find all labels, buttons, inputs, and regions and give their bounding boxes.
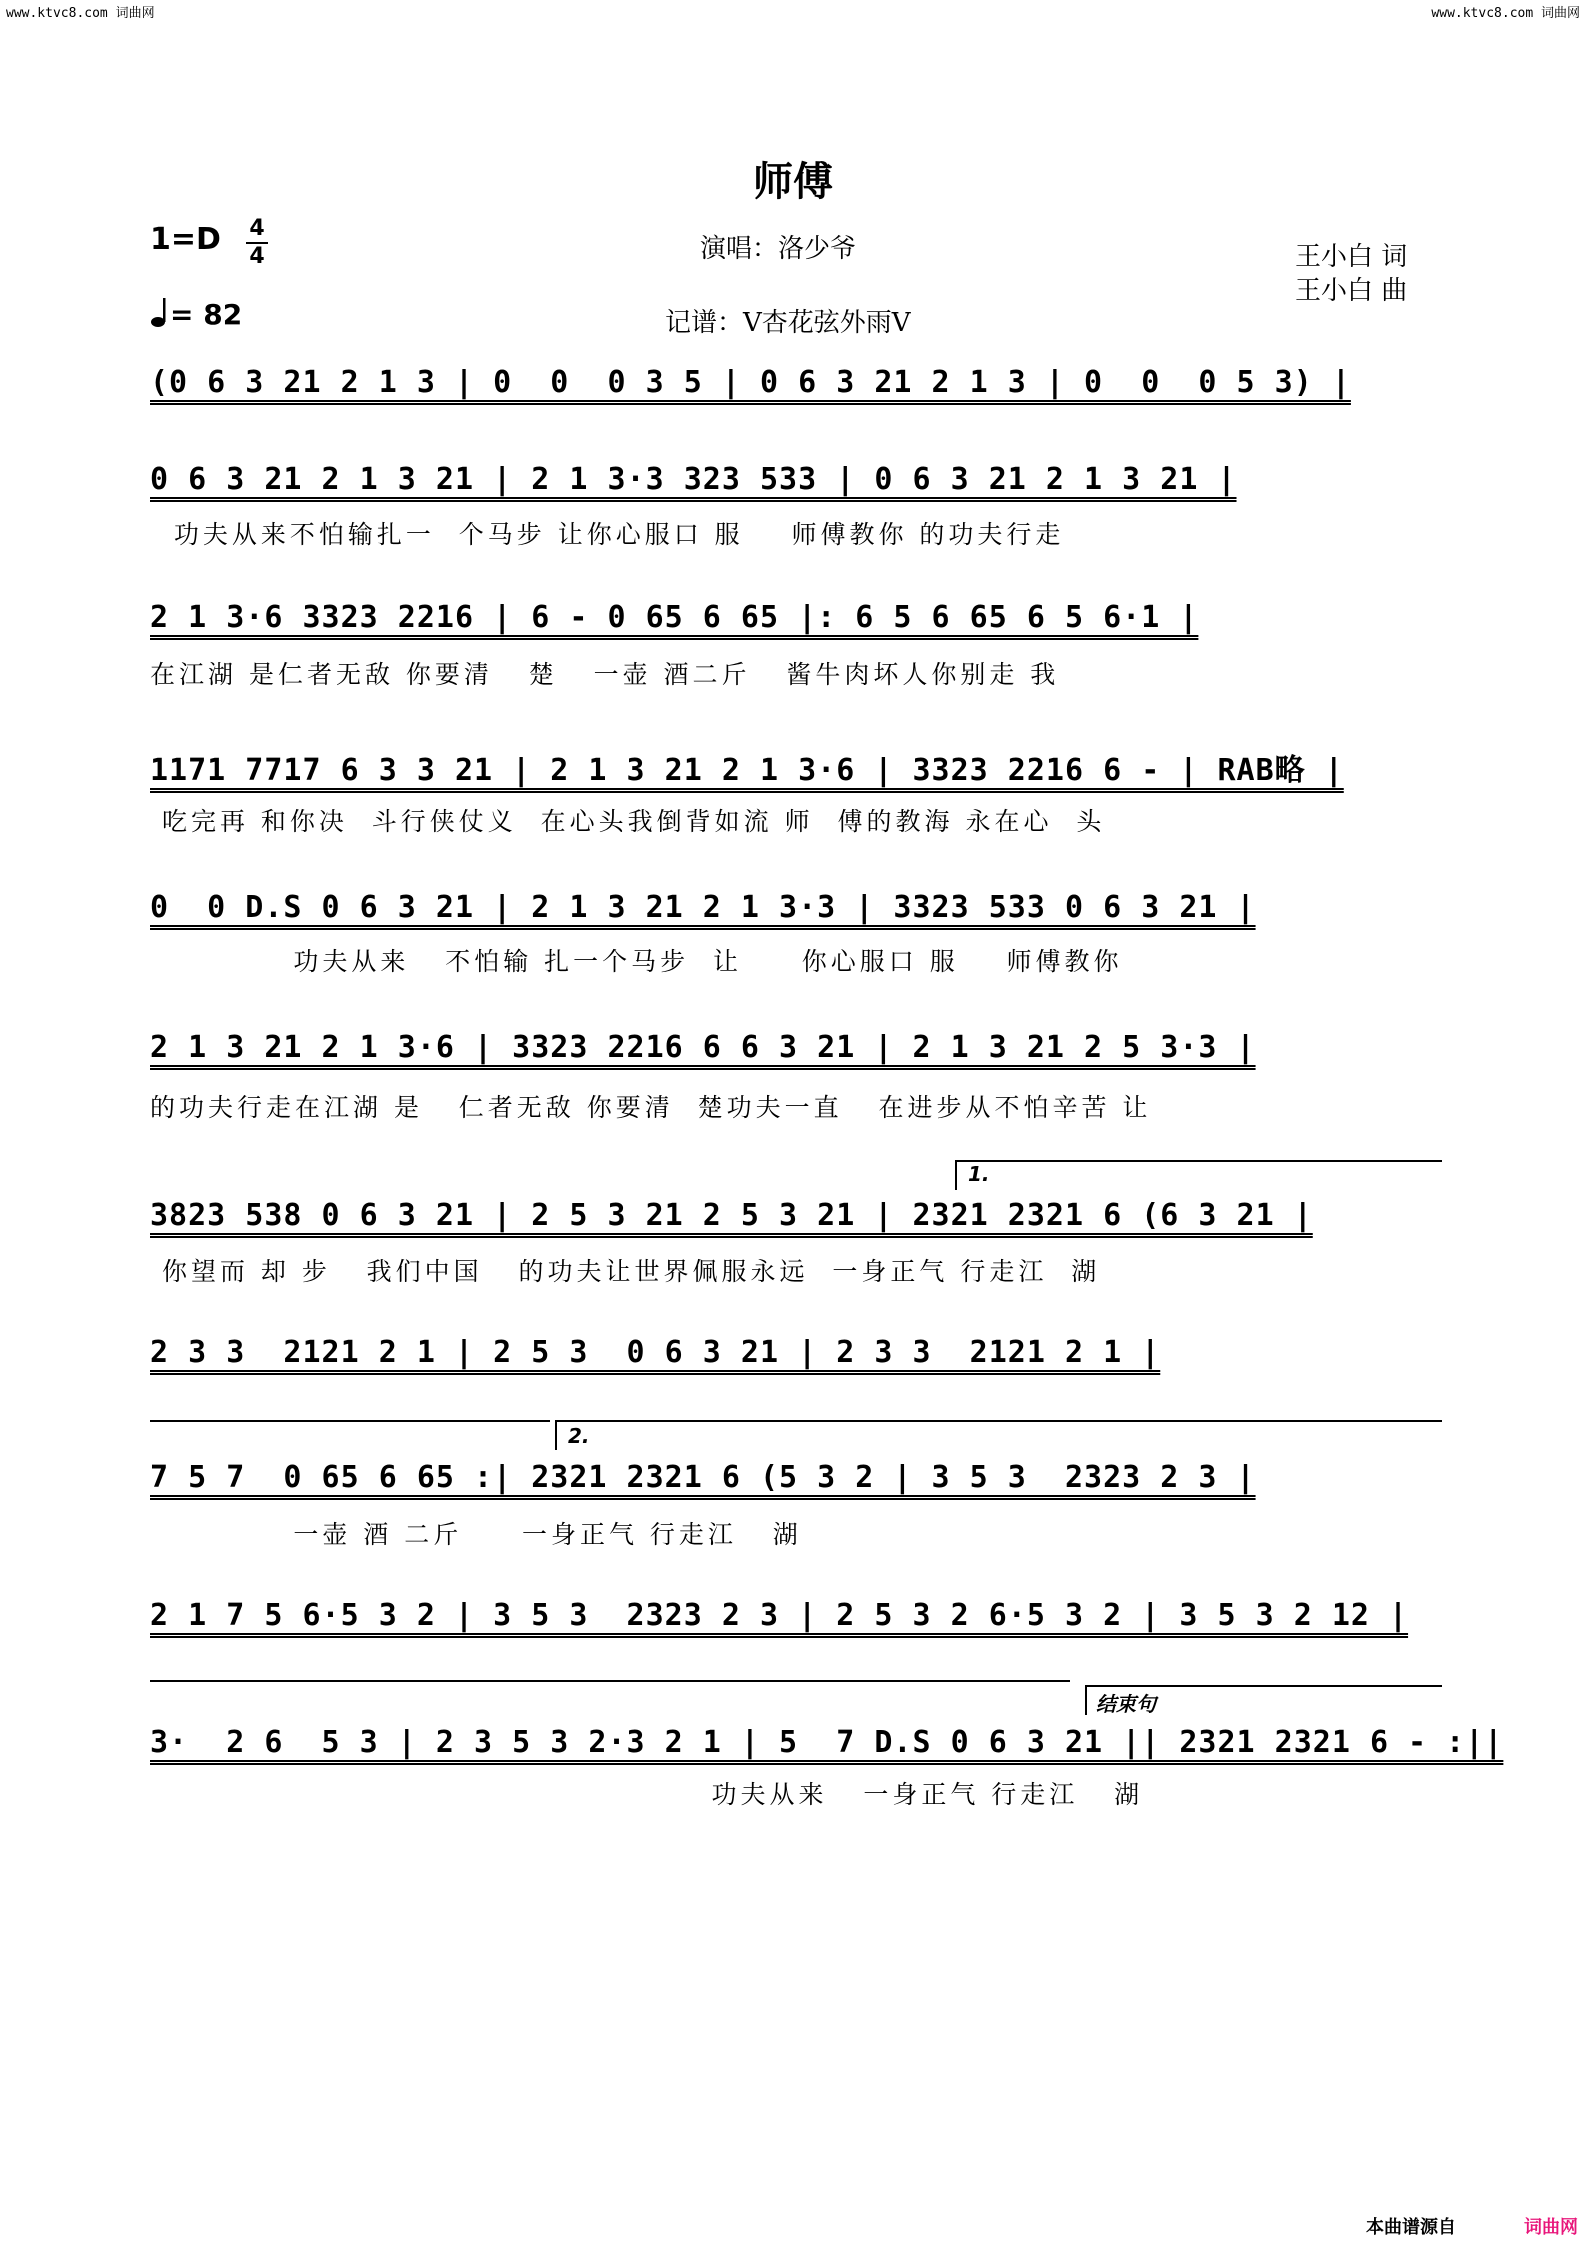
footer-source: 本曲谱源自 xyxy=(1366,2217,1456,2238)
first-ending-bracket xyxy=(955,1160,1442,1190)
watermark-right: www.ktvc8.com 词曲网 xyxy=(1431,6,1580,21)
lyric-row-11: 功夫从来 一身正气 行走江 湖 xyxy=(150,1780,1144,1809)
scribe-credit: 记谱：V杏花弦外雨V xyxy=(665,308,911,338)
first-ending-continuation xyxy=(150,1420,550,1450)
first-ending-label: 1. xyxy=(968,1162,990,1186)
second-ending-continuation xyxy=(150,1680,1070,1710)
lyric-row-9: 一壶 酒 二斤 一身正气 行走江 湖 xyxy=(150,1520,802,1549)
coda-label: 结束句 xyxy=(1096,1692,1156,1716)
tempo-marking xyxy=(150,296,242,331)
lyric-row-4: 吃完再 和你决 斗行侠仗义 在心头我倒背如流 师 傅的教海 永在心 头 xyxy=(150,807,1106,836)
second-ending-bracket xyxy=(555,1420,1442,1450)
notation-row-4: 1171 7717 6 3 3 21 | 2 1 3 21 2 1 3·6 | 3323 2216 6 - | RAB略 | xyxy=(150,753,1344,788)
notation-row-3: 2 1 3·6 3323 2216 | 6 - 0 65 6 65 |: 6 5 6 65 6 5 6·1 | xyxy=(150,600,1199,635)
notation-row-9: 7 5 7 0 65 6 65 :| 2321 2321 6 (5 3 2 | 3 5 3 2323 2 3 | xyxy=(150,1460,1256,1495)
lyric-row-3: 在江湖 是仁者无敌 你要清 楚 一壶 酒二斤 酱牛肉坏人你别走 我 xyxy=(150,660,1060,689)
time-signature xyxy=(246,218,268,268)
lyricist-credit: 王小白 词 xyxy=(1295,242,1408,272)
tempo-value: = 82 xyxy=(170,298,243,331)
notation-row-5: 0 0 D.S 0 6 3 21 | 2 1 3 21 2 1 3·3 | 3323 533 0 6 3 21 | xyxy=(150,890,1256,925)
notation-row-10: 2 1 7 5 6·5 3 2 | 3 5 3 2323 2 3 | 2 5 3 2 6·5 3 2 | 3 5 3 2 12 | xyxy=(150,1598,1409,1633)
lyric-row-7: 你望而 却 步 我们中国 的功夫让世界佩服永远 一身正气 行走江 湖 xyxy=(150,1257,1101,1286)
quarter-note-icon xyxy=(150,296,170,328)
time-top: 4 xyxy=(249,216,265,241)
notation-row-2: 0 6 3 21 2 1 3 21 | 2 1 3·3 323 533 | 0 6 3 21 2 1 3 21 | xyxy=(150,462,1237,497)
lyric-row-2: 功夫从来不怕输扎一 个马步 让你心服口 服 师傅教你 的功夫行走 xyxy=(150,520,1065,549)
notation-row-6: 2 1 3 21 2 1 3·6 | 3323 2216 6 6 3 21 | 2 1 3 21 2 5 3·3 | xyxy=(150,1030,1256,1065)
notation-row-8: 2 3 3 2121 2 1 | 2 5 3 0 6 3 21 | 2 3 3 2121 2 1 | xyxy=(150,1335,1161,1370)
watermark-left: www.ktvc8.com 词曲网 xyxy=(6,6,155,21)
key-signature: 1=D xyxy=(150,222,221,257)
singer-credit: 演唱：洛少爷 xyxy=(700,234,857,264)
composer-credit: 王小白 曲 xyxy=(1295,276,1408,306)
song-title: 师傅 xyxy=(753,159,833,205)
notation-row-1: (0 6 3 21 2 1 3 | 0 0 0 3 5 | 0 6 3 21 2 1 3 | 0 0 0 5 3) | xyxy=(150,365,1351,400)
second-ending-label: 2. xyxy=(568,1424,590,1448)
time-bottom: 4 xyxy=(249,244,265,269)
footer-site-link[interactable]: 词曲网 xyxy=(1524,2217,1578,2238)
notation-row-11: 3· 2 6 5 3 | 2 3 5 3 2·3 2 1 | 5 7 D.S 0 6 3 21 || 2321 2321 6 - :|| xyxy=(150,1725,1504,1760)
lyric-row-6: 的功夫行走在江湖 是 仁者无敌 你要清 楚功夫一直 在进步从不怕辛苦 让 xyxy=(150,1093,1152,1122)
lyric-row-5: 功夫从来 不怕输 扎一个马步 让 你心服口 服 师傅教你 xyxy=(150,947,1123,976)
notation-row-7: 3823 538 0 6 3 21 | 2 5 3 21 2 5 3 21 | 2321 2321 6 (6 3 21 | xyxy=(150,1198,1313,1233)
